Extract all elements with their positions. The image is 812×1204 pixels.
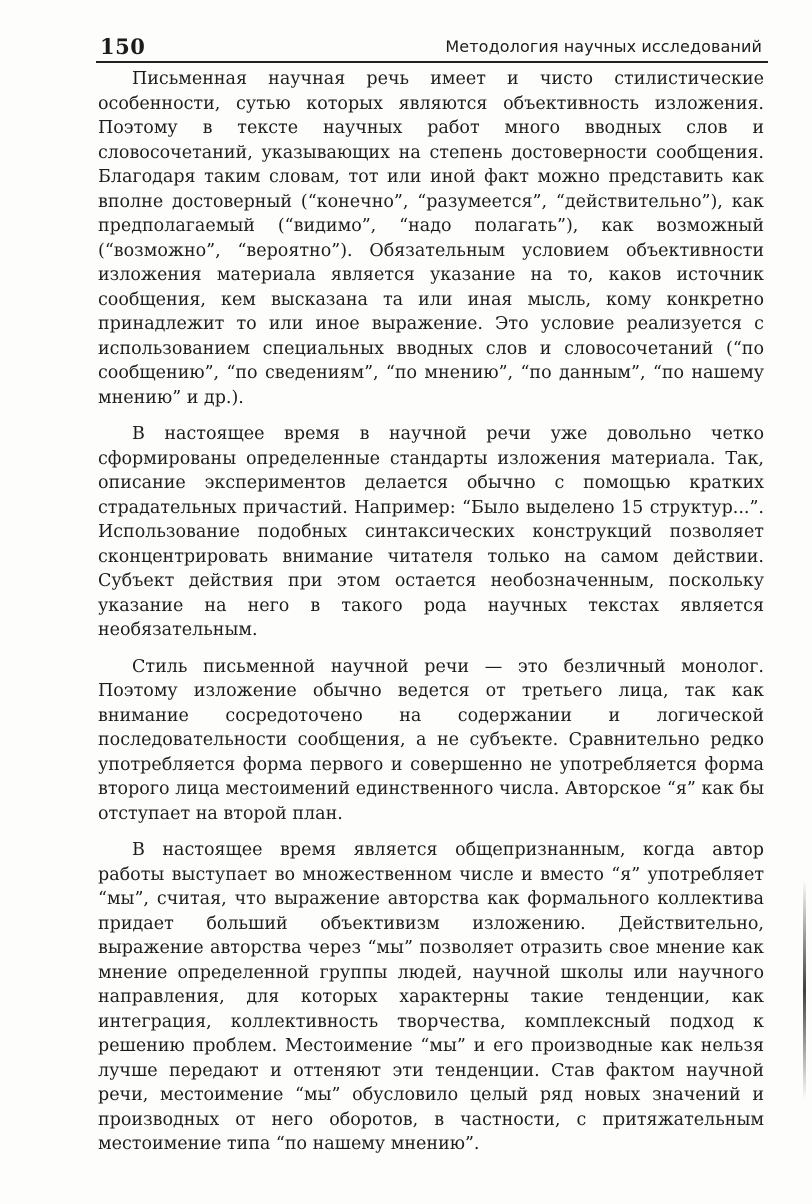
- paragraph-3: Стиль письменной научной речи — это безличный монолог. Поэтому изложение обычно ведется от третьего лица, так как внимание сосредоточено на содержании и логической последовательности сообщения, а не субъекте. Сравнительно редко употребляется форма первого и совершенно не употребляется форма второго лица местоимений единственного числа. Авторское “я” как бы отступает на второй план.: [98, 656, 764, 824]
- paragraph-1: Письменная научная речь имеет и чисто стилистические особенности, сутью которых являются объективность изложения. Поэтому в тексте научных работ много вводных слов и словосочетаний, указывающих на степень достоверности сообщения. Благодаря таким словам, тот или иной факт можно представить как вполне достоверный (“конечно”, “разумеется”, “действительно”), как предполагаемый (“видимо”, “надо полагать”), как возможный (“возможно”, “вероятно”). Обязательным условием объективности изложения материала является указание на то, каков источник сообщения, кем высказана та или иная мысль, кому конкретно принадлежит то или иное выражение. Это условие реализуется с использованием специальных вводных слов и словосочетаний (“по сообщению”, “по сведениям”, “по мнению”, “по данным”, “по нашему мнению” и др.).: [98, 69, 764, 408]
- running-title: Методология научных исследований: [445, 37, 762, 56]
- scan-edge-shadow: [803, 880, 806, 1100]
- page-header: [96, 32, 768, 64]
- body-text: [98, 67, 764, 1157]
- paragraph-4: В настоящее время является общепризнанным, когда автор работы выступает во множественном числе и вместо “я” употребляет “мы”, считая, что выражение авторства как формального коллектива придает больший объективизм изложению. Действительно, выражение авторства через “мы” позволяет отразить свое мнение как мнение определенной группы людей, научной школы или научного направления, для которых характерны такие тенденции, как интеграция, коллективность творчества, комплексный подход к решению проблем. Местоимение “мы” и его производные как нельзя лучше передают и оттеняют эти тенденции. Став фактом научной речи, местоимение “мы” обусловило целый ряд новых значений и производных от него оборотов, в частности, с притяжательным местоимение типа “по нашему мнению”.: [98, 840, 764, 1154]
- paragraph-2: В настоящее время в научной речи уже довольно четко сформированы определенные стандарты изложения материала. Так, описание экспериментов делается обычно с помощью кратких страдательных причастий. Например: “Было выделено 15 структур...”. Использование подобных синтаксических конструкций позволяет сконцентрировать внимание читателя только на самом действии. Субъект действия при этом остается необозначенным, поскольку указание на него в такого рода научных текстах является необязательным.: [98, 424, 764, 640]
- header-rule: [96, 61, 768, 63]
- page-number: 150: [100, 34, 146, 59]
